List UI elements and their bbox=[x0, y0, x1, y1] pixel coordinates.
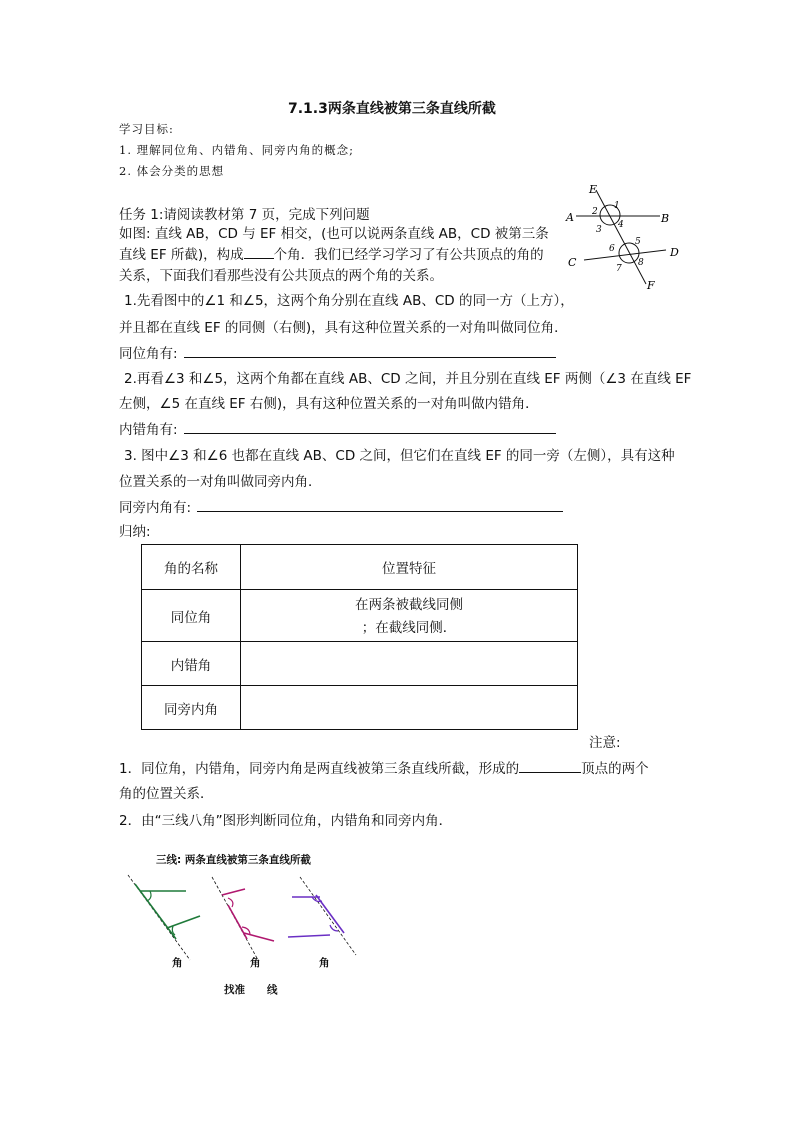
purple-line bbox=[316, 895, 344, 933]
angle-caption: 角 bbox=[319, 957, 330, 969]
angle-7: 7 bbox=[616, 264, 622, 274]
feature-cell[interactable] bbox=[241, 642, 578, 686]
table-row bbox=[142, 642, 578, 686]
figure-caption: 三线: 两条直线被第三条直线所截 bbox=[156, 854, 311, 866]
angle-1: 1 bbox=[614, 201, 620, 211]
table-row bbox=[142, 686, 578, 730]
angle-name-cell: 内错角 bbox=[142, 642, 241, 686]
angle-8: 8 bbox=[638, 258, 644, 268]
goal-item: 2. 体会分类的思想 bbox=[119, 164, 225, 178]
note-line bbox=[119, 757, 649, 777]
line-label: 线 bbox=[267, 984, 278, 996]
task1-heading: 任务 1:请阅读教材第 7 页，完成下列问题 bbox=[119, 207, 370, 223]
angle-caption: 角 bbox=[172, 957, 183, 969]
answer-field[interactable] bbox=[184, 345, 556, 358]
p2-line: 左侧，∠5 在直线 EF 右侧)，具有这种位置关系的一对角叫做内错角． bbox=[119, 396, 539, 412]
note-text: 顶点的两个 bbox=[581, 761, 649, 777]
p1-line: 1.先看图中的∠1 和∠5，这两个角分别在直线 AB、CD 的同一方（上方）， bbox=[124, 293, 574, 309]
answer-field[interactable] bbox=[184, 421, 556, 434]
angle-name-cell: 同位角 bbox=[142, 590, 241, 642]
p3-answer bbox=[119, 496, 563, 516]
p3-line: 位置关系的一对角叫做同旁内角． bbox=[119, 474, 322, 490]
table-header-row bbox=[142, 545, 578, 590]
page-title: 7.1.3两条直线被第三条直线所截 bbox=[288, 101, 496, 117]
p2-line: 2.再看∠3 和∠5，这两个角都在直线 AB、CD 之间，并且分别在直线 EF 两侧（∠3 在直线 EF bbox=[124, 371, 692, 387]
p3-line: 3. 图中∠3 和∠6 也都在直线 AB、CD 之间，但它们在直线 EF 的同一旁（左侧），具有这种 bbox=[124, 448, 675, 464]
table-header-cell: 位置特征 bbox=[241, 545, 578, 590]
note-line: 角的位置关系． bbox=[119, 786, 214, 802]
label-b: B bbox=[661, 212, 670, 225]
angle-6: 6 bbox=[609, 244, 615, 254]
task1-text: 个角．我们已经学习学习了有公共顶点的角的 bbox=[273, 247, 544, 263]
angle-3: 3 bbox=[596, 225, 602, 235]
note-line: 2．由“三线八角”图形判断同位角，内错角和同旁内角． bbox=[119, 813, 453, 829]
feature-text: 在两条被截线同侧 bbox=[355, 596, 463, 613]
feature-cell[interactable] bbox=[241, 590, 578, 642]
answer-field[interactable] bbox=[197, 499, 563, 512]
summary-label: 归纳: bbox=[119, 524, 151, 540]
angle-4: 4 bbox=[618, 220, 624, 230]
task1-line: 如图: 直线 AB，CD 与 EF 相交，(也可以说两条直线 AB，CD 被第三条 bbox=[119, 226, 549, 242]
note-text: 1．同位角，内错角，同旁内角是两直线被第三条直线所截，形成的 bbox=[119, 761, 520, 777]
answer-label: 内错角有: bbox=[119, 422, 178, 438]
label-f: F bbox=[647, 279, 655, 290]
find-label: 找准 bbox=[224, 984, 245, 996]
goal-item: 1. 理解同位角、内错角、同旁内角的概念; bbox=[119, 143, 355, 157]
feature-cell[interactable] bbox=[241, 686, 578, 730]
task1-line bbox=[119, 243, 544, 263]
angle-arc bbox=[147, 891, 151, 901]
feature-text: ；在截线同侧． bbox=[361, 619, 457, 636]
table-row bbox=[142, 590, 578, 642]
task1-text: 直线 EF 所截)，构成 bbox=[119, 247, 244, 263]
angle-name-cell: 同旁内角 bbox=[142, 686, 241, 730]
magenta-line bbox=[244, 933, 274, 941]
angle-2: 2 bbox=[592, 207, 598, 217]
angle-5: 5 bbox=[635, 237, 641, 247]
angle-sketches bbox=[120, 865, 370, 965]
transversal-diagram bbox=[560, 180, 690, 290]
p1-line: 并且都在直线 EF 的同侧（右侧)，具有这种位置关系的一对角叫做同位角． bbox=[119, 320, 568, 336]
p2-answer bbox=[119, 418, 556, 438]
p1-answer bbox=[119, 342, 556, 362]
table-header-cell: 角的名称 bbox=[142, 545, 241, 590]
angle-caption: 角 bbox=[250, 957, 261, 969]
purple-line bbox=[288, 935, 330, 937]
answer-label: 同位角有: bbox=[119, 346, 178, 362]
task1-line: 关系，下面我们看那些没有公共顶点的两个角的关系。 bbox=[119, 268, 443, 284]
blank-field[interactable] bbox=[244, 246, 274, 259]
goals-heading: 学习目标: bbox=[119, 122, 174, 136]
line-cd bbox=[584, 250, 666, 260]
answer-label: 同旁内角有: bbox=[119, 500, 192, 516]
summary-table bbox=[141, 544, 578, 730]
blank-field[interactable] bbox=[519, 760, 581, 773]
label-a: A bbox=[566, 211, 574, 224]
green-line bbox=[167, 916, 200, 928]
label-e: E bbox=[589, 183, 598, 196]
transversal-line bbox=[300, 877, 356, 955]
green-line bbox=[135, 884, 176, 939]
magenta-line bbox=[228, 905, 247, 939]
notes-label: 注意: bbox=[589, 735, 621, 751]
label-d: D bbox=[670, 246, 679, 259]
label-c: C bbox=[568, 256, 577, 269]
magenta-line bbox=[222, 889, 245, 895]
